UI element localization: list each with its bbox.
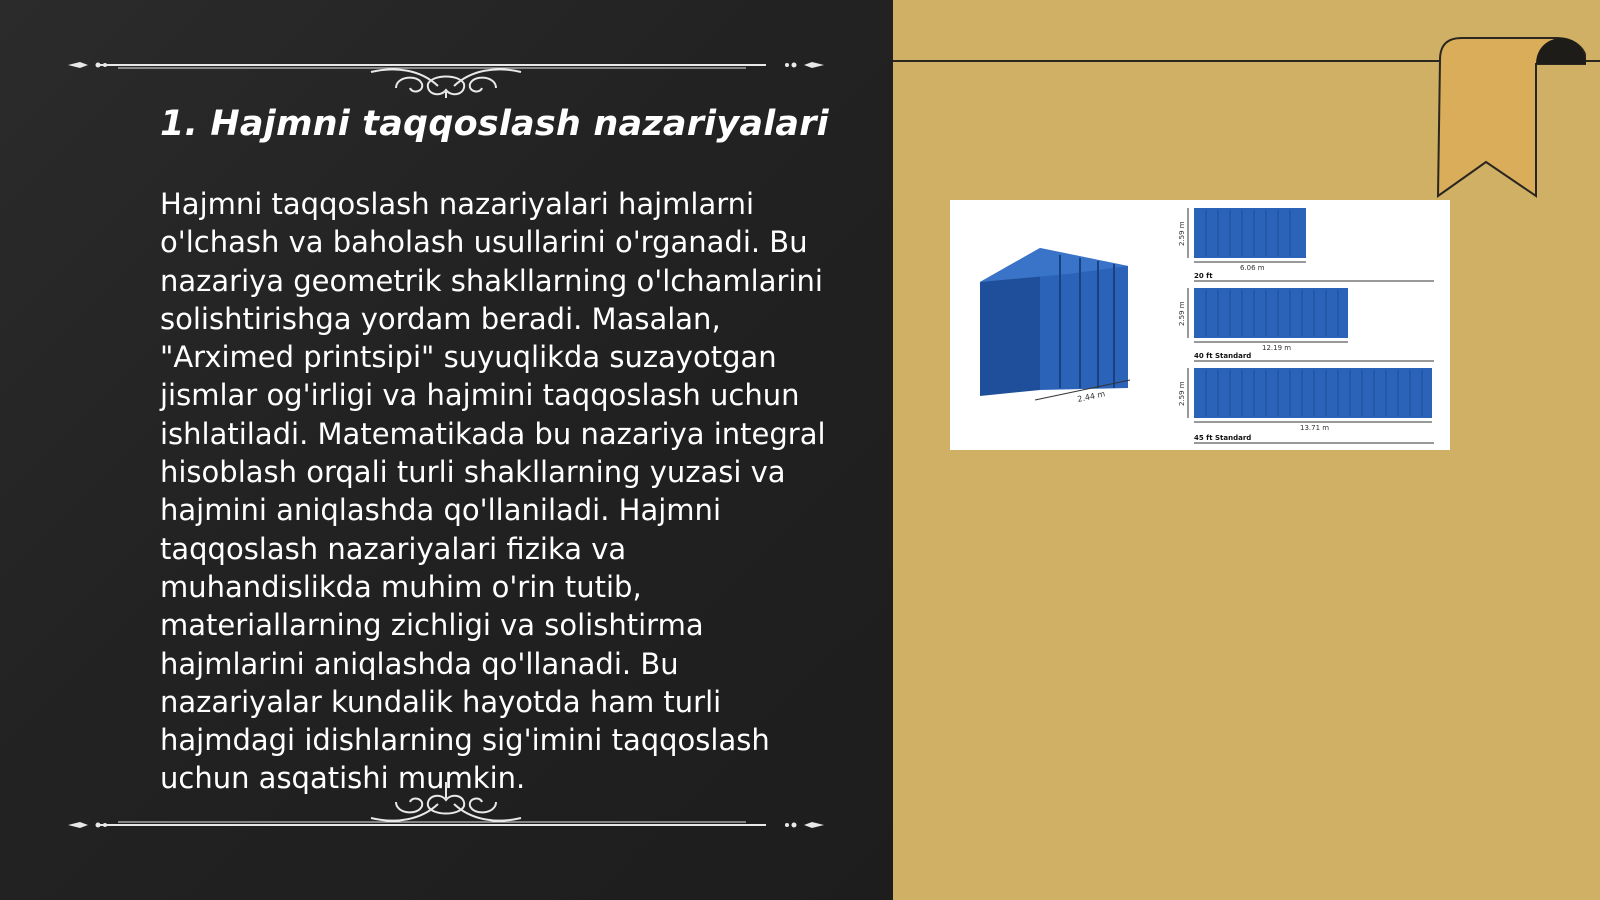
container-row-45ft bbox=[1178, 368, 1434, 443]
container-diagram bbox=[950, 200, 1450, 450]
row2-length-label: 12.19 m bbox=[1262, 344, 1292, 352]
row3-height-label: 2.59 m bbox=[1178, 381, 1186, 406]
container-dimensions-image bbox=[950, 200, 1450, 450]
row2-height-label: 2.59 m bbox=[1178, 301, 1186, 326]
row2-name-label: 40 ft Standard bbox=[1194, 352, 1252, 360]
container-width-label: 2.44 m bbox=[1076, 389, 1106, 404]
top-ornament bbox=[66, 48, 826, 98]
slide-body-text: Hajmni taqqoslash nazariyalari hajmlarni o'lchash va baholash usullarini o'rganadi. Bu nazariya geometrik shakllarning o'lchamlarini solishtirishga yordam beradi. Masalan, "Arximed printsipi" suyuqlikda suzayotgan jismlar og'irligi va hajmini taqqoslash uchun ishlatiladi. Matematikada bu nazariya integral hisoblash orqali turli shakllarning yuzasi va hajmini aniqlashda qo'llaniladi. Hajmni taqqoslash nazariyalari fizika va muhandislikda muhim o'rin tutib, materiallarning zichligi va solishtirma hajmlarini aniqlashda qo'llanadi. Bu nazariyalar kundalik hayotda ham turli hajmdagi idishlarning sig'imini taqqoslash uchun asqatishi mumkin. bbox=[160, 187, 826, 796]
bookmark-ribbon bbox=[1436, 36, 1586, 198]
container-row-20ft bbox=[1178, 208, 1434, 281]
slide-title: 1. Hajmni taqqoslash nazariyalari bbox=[160, 104, 829, 144]
row1-length-label: 6.06 m bbox=[1240, 264, 1265, 272]
container-row-40ft bbox=[1178, 288, 1434, 361]
row1-name-label: 20 ft bbox=[1194, 272, 1213, 280]
container-3d bbox=[980, 248, 1130, 404]
row3-length-label: 13.71 m bbox=[1300, 424, 1330, 432]
row1-height-label: 2.59 m bbox=[1178, 221, 1186, 246]
row3-name-label: 45 ft Standard bbox=[1194, 434, 1252, 442]
